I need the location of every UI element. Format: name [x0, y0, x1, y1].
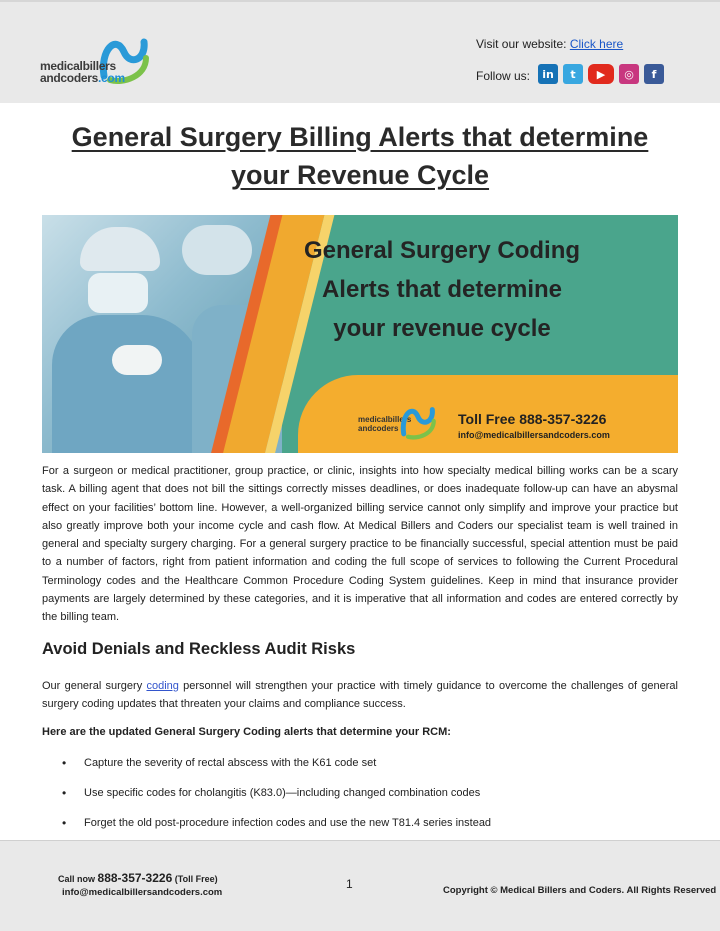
- visit-website: [476, 37, 623, 51]
- banner-toll-free: Toll Free 888-357-3226: [458, 411, 607, 427]
- coding-paragraph: Our general surgery coding personnel will strengthen your practice with timely guidance to overcome the challenges of general surgery coding updates that threaten your claims and compliance success.: [42, 680, 678, 711]
- visit-label: Visit our website:: [476, 37, 567, 51]
- list-item: • Use specific codes for cholangitis (K83.0)—including changed combination codes: [62, 786, 491, 816]
- company-logo[interactable]: [40, 30, 160, 86]
- banner-logo-text: medicalbillers andcoders: [358, 415, 412, 433]
- instagram-icon[interactable]: ◎: [619, 64, 639, 84]
- footer-phone[interactable]: 888-357-3226: [97, 871, 173, 885]
- alerts-intro: Here are the updated General Surgery Coding alerts that determine your RCM:: [42, 726, 451, 738]
- banner-title: General Surgery Coding Alerts that determine your revenue cycle: [303, 237, 581, 342]
- coding-link[interactable]: coding: [146, 680, 179, 692]
- banner-email: info@medicalbillersandcoders.com: [458, 430, 610, 440]
- page-title: General Surgery Billing Alerts that determine your Revenue Cycle: [71, 122, 649, 190]
- list-item: • Capture the severity of rectal abscess with the K61 code set: [62, 756, 491, 786]
- website-link[interactable]: Click here: [569, 37, 624, 51]
- hero-banner: [42, 215, 678, 453]
- youtube-icon[interactable]: ▶: [588, 64, 614, 84]
- linkedin-icon[interactable]: in: [538, 64, 558, 84]
- list-item: • Forget the old post-procedure infection codes and use the new T81.4 series instead: [62, 816, 491, 846]
- alerts-list: [62, 756, 491, 846]
- intro-paragraph: For a surgeon or medical practitioner, group practice, or clinic, insights into how specialty medical billing works can be a scary task. A billing agent that does not bill the sittings correctly misses deadlines, or does inadequate follow-up can have an abysmal effect on your facilities’ bottom line. However, a well-organized billing service cannot only simplify and improve your practice but also greatly improve both your income cycle and cash flow. At Medical Billers and Coders our specialist team is well trained in general and specialty surgery charging. For a general surgery practice to be financially successful, special attention must be paid to a number of factors, right from patient information and coding the full scope of services to following the Current Procedural Terminology codes and the Healthcare Common Procedure Coding System guidelines. Keep in mind that insurance provider payments are largely determined by these categories, and it is imperative that all information and codes are entered correctly by the billing team.: [42, 465, 678, 624]
- page-number: 1: [346, 877, 353, 891]
- banner-logo-icon: [398, 401, 438, 441]
- facebook-icon[interactable]: f: [644, 64, 664, 84]
- page-header: [0, 0, 720, 103]
- logo-text: medicalbillers andcoders.com: [40, 59, 125, 85]
- page-footer: [0, 840, 720, 931]
- footer-email[interactable]: info@medicalbillersandcoders.com: [62, 887, 223, 898]
- follow-label: Follow us:: [476, 69, 531, 83]
- footer-call: Call now 888-357-3226 (Toll Free): [58, 871, 218, 885]
- copyright: Copyright © Medical Billers and Coders. All Rights Reserved: [443, 885, 717, 896]
- twitter-icon[interactable]: t: [563, 64, 583, 84]
- section-heading: Avoid Denials and Reckless Audit Risks: [42, 640, 356, 658]
- social-links: [538, 64, 664, 84]
